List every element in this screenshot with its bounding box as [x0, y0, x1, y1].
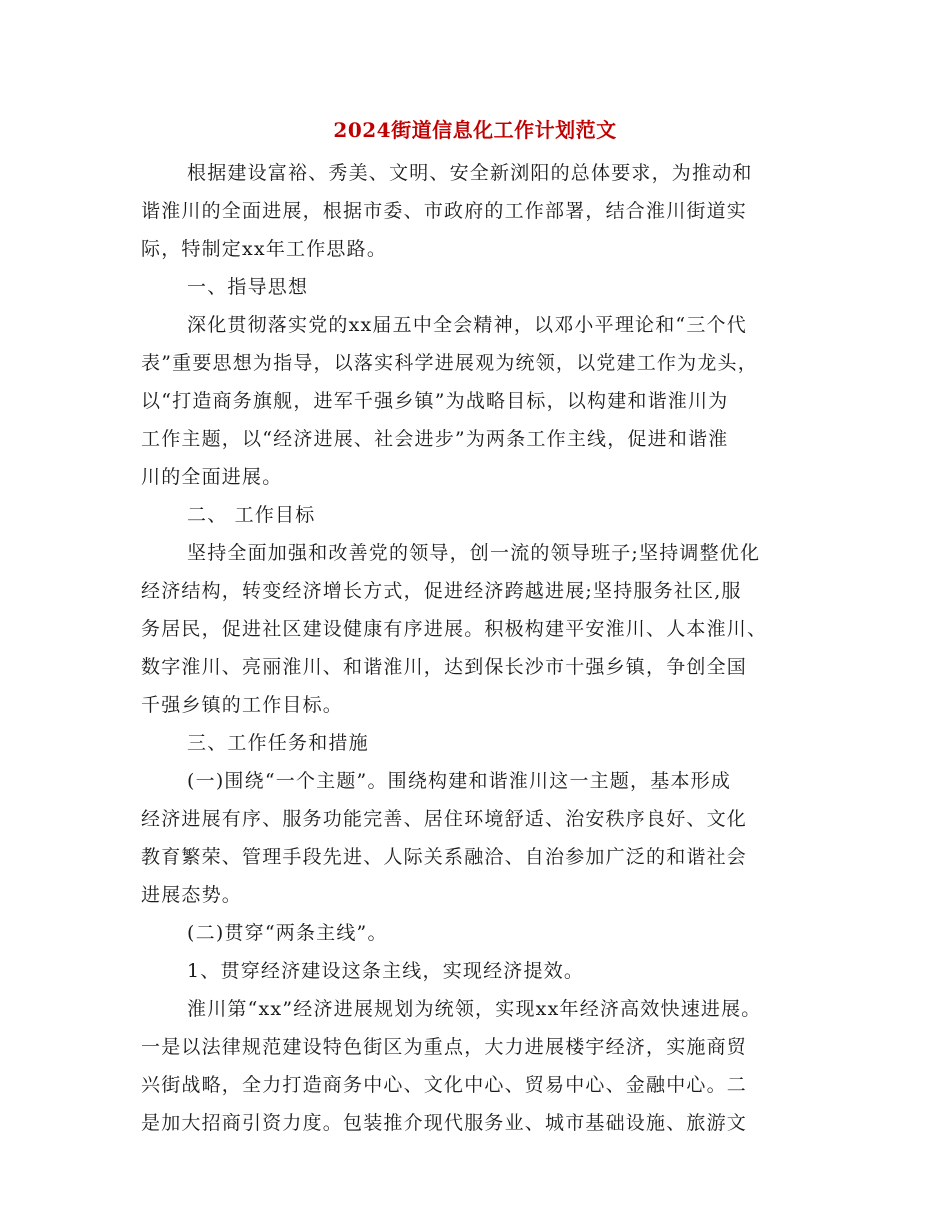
subsection-heading: 1、贯穿经济建设这条主线，实现经济提效。	[187, 960, 585, 982]
paragraph-line: 进展态势。	[141, 884, 243, 906]
paragraph-line: 教育繁荣、管理手段先进、人际关系融洽、自治参加广泛的和谐社会	[141, 846, 748, 868]
paragraph-line: 坚持全面加强和改善党的领导，创一流的领导班子;坚持调整优化	[187, 542, 761, 564]
paragraph-line: 经济结构，转变经济增长方式，促进经济跨越进展;坚持服务社区,服	[141, 580, 742, 602]
paragraph-line: 深化贯彻落实党的xx届五中全会精神，以邓小平理论和“三个代	[187, 314, 747, 336]
paragraph-line: 千强乡镇的工作目标。	[141, 694, 344, 716]
subsection-heading: (二)贯穿“两条主线”。	[187, 922, 388, 944]
section-heading: 二、 工作目标	[187, 504, 316, 526]
paragraph-line: (一)围绕“一个主题”。围绕构建和谐淮川这一主题，基本形成	[187, 770, 732, 792]
section-heading: 三、工作任务和措施	[187, 732, 369, 754]
paragraph-line: 工作主题，以“经济进展、社会进步”为两条工作主线，促进和谐淮	[141, 428, 729, 450]
paragraph-line: 川的全面进展。	[141, 466, 283, 488]
section-heading: 一、指导思想	[187, 276, 309, 298]
document-title: 2024街道信息化工作计划范文	[333, 118, 617, 142]
paragraph-line: 表”重要思想为指导，以落实科学进展观为统领，以党建工作为龙头，	[141, 352, 758, 374]
paragraph-line: 淮川第“xx”经济进展规划为统领，实现xx年经济高效快速进展。	[187, 998, 762, 1020]
paragraph-line: 根据建设富裕、秀美、文明、安全新浏阳的总体要求，为推动和	[187, 162, 753, 184]
paragraph-line: 以“打造商务旗舰，进军千强乡镇”为战略目标，以构建和谐淮川为	[141, 390, 729, 412]
paragraph-line: 兴街战略，全力打造商务中心、文化中心、贸易中心、金融中心。二	[141, 1074, 748, 1096]
paragraph-line: 是加大招商引资力度。包装推介现代服务业、城市基础设施、旅游文	[141, 1112, 748, 1134]
paragraph-line: 际，特制定xx年工作思路。	[141, 238, 388, 260]
paragraph-line: 务居民，促进社区建设健康有序进展。积极构建平安淮川、人本淮川、	[141, 618, 768, 640]
paragraph-line: 一是以法律规范建设特色街区为重点，大力进展楼宇经济，实施商贸	[141, 1036, 748, 1058]
paragraph-line: 经济进展有序、服务功能完善、居住环境舒适、治安秩序良好、文化	[141, 808, 748, 830]
paragraph-line: 谐淮川的全面进展，根据市委、市政府的工作部署，结合淮川街道实	[141, 200, 748, 222]
paragraph-line: 数字淮川、亮丽淮川、和谐淮川，达到保长沙市十强乡镇，争创全国	[141, 656, 748, 678]
